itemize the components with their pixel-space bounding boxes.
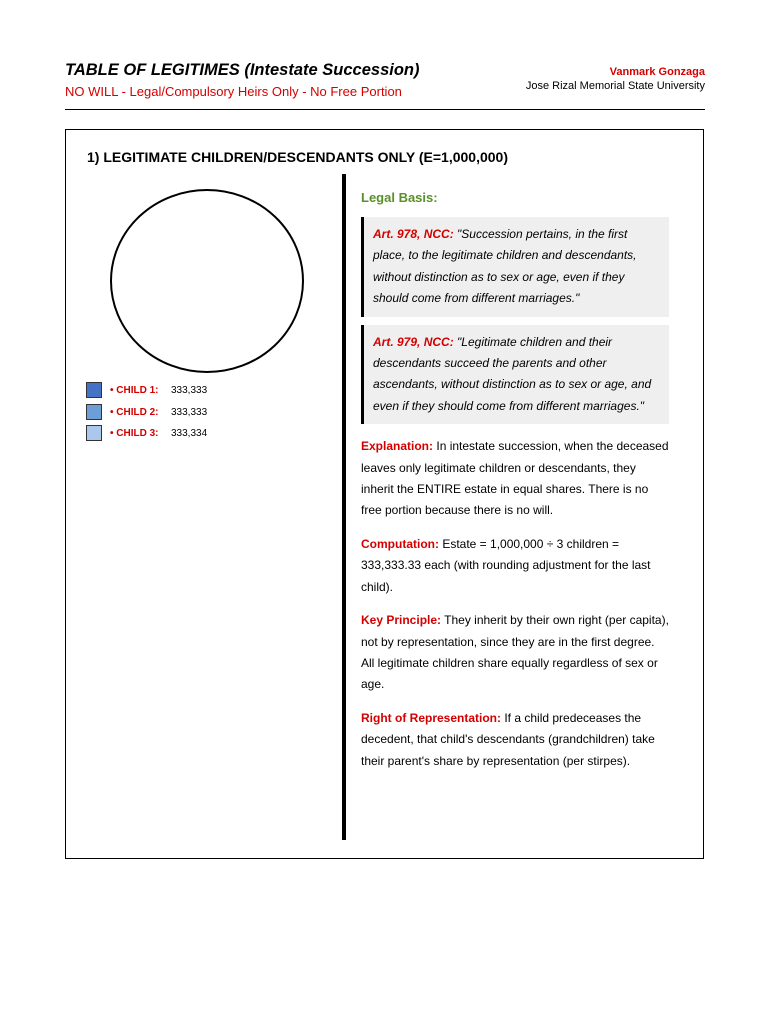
legend-label-child-3: • CHILD 3: <box>110 428 159 439</box>
pie-chart <box>110 189 305 374</box>
article-979-text: "Legitimate children and their descendants succeed the parents and other ascendants, without distinction as to sex or age, and even if they should come from different marriages." <box>373 334 652 413</box>
legend-value-child-2: 333,333 <box>171 406 208 418</box>
representation-text: If a child predeceases the decedent, that child's descendants (grandchildren) take their parent's share by representation (per stirpes). <box>361 710 655 768</box>
author-name: Vanmark Gonzaga <box>609 66 705 78</box>
computation-text: Estate = 1,000,000 ÷ 3 children = 333,333.33 each (with rounding adjustment for the last child). <box>361 536 651 594</box>
article-978-quote <box>361 217 669 317</box>
article-979-quote <box>361 325 669 425</box>
legend-value-child-3: 333,334 <box>171 428 208 439</box>
page-title: TABLE OF LEGITIMES (Intestate Succession) <box>65 61 420 79</box>
legend-swatch-child-2 <box>86 404 102 420</box>
explanation-paragraph <box>361 436 669 522</box>
legend-label-child-2: • CHILD 2: <box>110 406 159 418</box>
key-principle-text: They inherit by their own right (per capita), not by representation, since they are in the first degree. All legitimate children share equally regardless of sex or age. <box>361 613 669 692</box>
legend-swatch-child-1 <box>86 382 102 398</box>
article-978-ref: Art. 978, NCC: <box>373 227 454 241</box>
legend-label-child-1: • CHILD 1: <box>110 385 159 396</box>
legal-basis-title: Legal Basis: <box>361 190 438 205</box>
explanation-label: Explanation: <box>361 439 434 454</box>
header-divider <box>65 109 705 110</box>
explanation-text: In intestate succession, when the deceased leaves only legitimate children or descendants, they inherit the ENTIRE estate in equal shares. There is no free portion because there is no will. <box>361 439 669 518</box>
computation-paragraph <box>361 534 669 598</box>
legal-basis-column <box>361 188 669 772</box>
representation-label: Right of Representation: <box>361 710 501 725</box>
legend-swatch-child-3 <box>86 425 102 441</box>
article-979-ref: Art. 979, NCC: <box>373 334 454 349</box>
article-978-text: "Succession pertains, in the first place, to the legitimate children and descendants, without distinction as to sex or age, even if they should come from different marriages." <box>373 227 637 306</box>
key-principle-paragraph <box>361 610 669 696</box>
column-divider <box>342 174 346 840</box>
representation-paragraph <box>361 708 669 772</box>
legend-value-child-1: 333,333 <box>171 385 208 396</box>
computation-label: Computation: <box>361 536 439 551</box>
key-principle-label: Key Principle: <box>361 613 442 628</box>
page-subtitle: NO WILL - Legal/Compulsory Heirs Only - No Free Portion <box>65 84 402 99</box>
section-heading: 1) LEGITIMATE CHILDREN/DESCENDANTS ONLY (E=1,000,000) <box>87 149 508 165</box>
author-school: Jose Rizal Memorial State University <box>525 80 705 92</box>
